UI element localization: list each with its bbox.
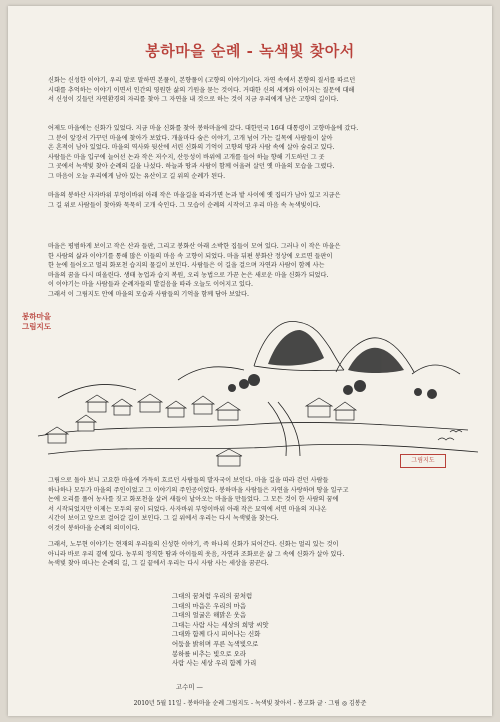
text-line: 그래서 이 그림지도 안에 마을의 모습과 사람들의 기억을 함께 담아 보았다. [48,290,249,298]
text-line: 사람들은 마을 입구에 늘어선 논과 작은 저수지, 산등성이 바위에 고개를 들어 하늘 향해 기도하던 그 곳 [48,153,325,161]
paragraph-5 [48,476,464,536]
map-label-line: 그림지도 [22,322,51,331]
artist-stamp: 그림지도 [400,454,446,468]
text-line: 이 이야기는 마을 사람들과 순례자들의 발걸음을 따라 오늘도 이어지고 있다. [48,281,253,289]
poem-line: 그대와 함께 다시 피어나는 신화 [172,630,261,639]
map-label [22,312,56,332]
poem-line: 그대의 마음은 우리의 마음 [172,601,247,610]
text-line: 시간이 보이고 앞으로 걸어갈 길이 보인다. 그 길 위에서 우리는 다시 녹색빛을 찾는다. [48,515,279,523]
text-line: 마을의 꿈을 다시 떠올린다. 생태 농업과 습지 복원, 오리 농법으로 가꾼 논은 새로운 마을 신화가 되었다. [48,271,329,279]
text-line: 마을은 평범하게 보이고 작은 산과 들판, 그리고 봉화산 아래 소박한 집들이 모여 있다. 그러나 이 작은 마을은 [48,243,341,250]
text-line: 한 사람의 삶과 이야기를 통해 많은 이들의 마음 속 고향이 되었다. 마을 뒤편 봉화산 정상에 오르면 들판이 [48,252,333,260]
paragraph-4 [48,242,464,306]
text-line: 그 길 위로 사람들이 찾아와 묵묵히 고개 숙인다. 그 모습이 순례의 시작이고 우리 마음 속 녹색빛이다. [48,201,321,209]
village-map-drawing [18,306,484,474]
text-line: 그 분이 앞장서 가꾸던 마을에 찾아가 보았다. 개울마다 숨은 이야기, 고개 넘어 가는 길목에 사람들이 살아 [48,134,333,142]
paragraph-6 [48,540,464,582]
text-line: 온 흔적이 남아 있었다. 마을의 역사와 뒷산에 서린 신화의 기억이 고향의 땅과 사람 속에 살아 숨쉬고 있다. [48,144,335,152]
map-label-line: 봉하마을 [22,312,51,321]
poem-line: 그대의 얼굴은 해맑은 웃음 [172,611,247,620]
poem-line: 봉하를 비추는 빛으로 오라 [172,649,247,658]
poem-signature: 고수미 — [176,683,203,691]
text-line: 한 눈에 들어오고 멀리 화포천 습지의 물길이 보인다. 사람들은 이 길을 걸으며 자연과 사람이 함께 사는 [48,262,325,270]
paragraph-2 [48,124,464,186]
text-line: 녹색빛 찾아 떠나는 순례의 길, 그 길 끝에서 우리는 다시 사람 사는 세상을 꿈꾼다. [48,560,269,568]
document-sheet [8,6,492,716]
text-line: 어제도 마을에는 신화가 있었다. 지금 마을 신화를 찾아 봉하마을에 갔다. 대한민국 16대 대통령이 고향마을에 갔다. [48,125,359,132]
poem [172,592,412,669]
document-title: 봉하마을 순례 - 녹색빛 찾아서 [145,42,355,60]
paragraph-intro [48,76,464,118]
text-line: 서 신성이 깃들던 자연환경의 자리를 찾아 그 자연을 내 것으로 하는 것이 지금 우리에게 남은 고향의 길이다. [48,96,339,104]
poem-line: 그대의 꿈처럼 우리의 꿈처럼 [172,592,253,600]
text-line: 논에 오리를 풀어 농사를 짓고 화포천을 살려 새들이 날아오는 마을을 만들었다. 그 모든 것이 한 사람의 꿈에 [48,496,339,504]
text-line: 서 시작되었지만 이제는 모두의 꿈이 되었다. 사자바위 부엉이바위 아래 작은 묘역에 서면 마을의 지나온 [48,505,327,513]
poem-line: 어둠을 밝히며 푸른 녹색빛으로 [172,639,259,648]
text-line: 하나하나 모두가 마을의 주인이었고 그 이야기의 주인공이었다. 봉하마을 사람들은 자연을 사랑하며 땅을 일구고 [48,486,349,494]
poem-line: 사람 사는 세상 우리 함께 가리 [172,659,257,668]
paragraph-3 [48,191,464,221]
document-footer: 2010년 5월 11일 - 봉하마을 순례 그림지도 - 녹색빛 찾아서 - 봉고화 글 · 그림 ◎ 김봉준 [133,700,367,707]
text-line: 아니라 바로 우리 곁에 있다. 농부의 정직한 땀과 아이들의 웃음, 자연과 조화로운 삶 그 속에 신화가 살아 있다. [48,550,345,558]
poem-line: 그대는 사람 사는 세상의 희망 씨앗 [172,620,269,629]
text-line: 그림으로 돌아 보니 고요한 마을에 가득히 흐르던 사람들의 발자국이 보인다. 마을 길을 따라 걷던 사람들 [48,477,329,484]
text-line: 그래서, 노무현 이야기는 현재의 우리들의 신성한 이야기, 즉 하나의 신화가 되어간다. 신화는 멀리 있는 것이 [48,541,339,548]
text-line: 그 곳에서 녹색빛 찾아 순례의 길을 나섰다. 하늘과 땅과 사람이 함께 어울려 살던 옛 마을의 모습을 그렸다. [48,163,335,171]
text-line: 시대를 추억하는 이야기 이면서 인간의 영원한 삶의 기원을 묻는 것이다. 거대한 신의 세계와 이어지는 질문에 대해 [48,86,355,94]
text-line: 신화는 신성한 이야기, 우리 말로 말하면 본풀이, 본향풀이 (고향의 이야기)이다. 자연 속에서 본향의 질서를 따르던 [48,77,356,84]
text-line: 이것이 봉하마을 순례의 의미이다. [48,524,140,532]
text-line: 그 마음이 오늘 우리에게 남아 있는 유산이고 길 위의 순례가 된다. [48,172,226,180]
text-line: 마을의 봉하산 사자바위 부엉이바위 아래 작은 마을길을 따라가면 논과 밭 사이에 옛 집터가 남아 있고 지금은 [48,192,341,199]
